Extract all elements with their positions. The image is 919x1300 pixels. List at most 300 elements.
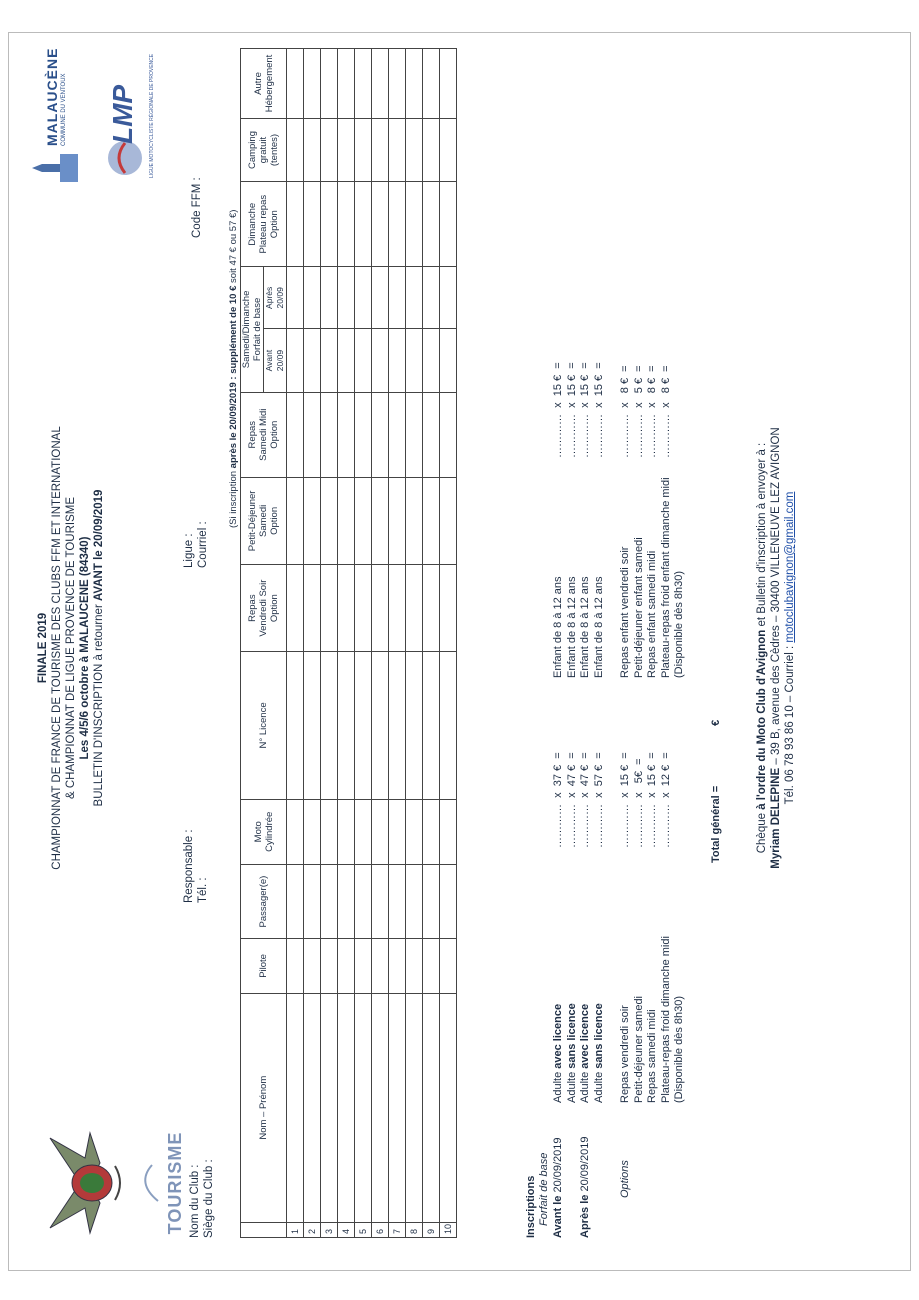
table-cell[interactable] [389,939,406,994]
table-cell[interactable] [304,939,321,994]
table-cell[interactable] [355,993,372,1222]
table-cell[interactable] [321,799,338,864]
total-euro: € [710,719,722,726]
table-cell[interactable] [355,652,372,799]
table-cell[interactable] [389,993,406,1222]
table-cell[interactable] [423,329,440,392]
header-passager: Passager(e) [241,864,287,938]
table-cell[interactable] [355,799,372,864]
header-licence: N° Licence [241,652,287,799]
avant-label [552,1137,566,1238]
table-cell[interactable] [338,182,355,267]
table-cell[interactable] [338,118,355,181]
footer-l3-pre: Tél. 06 78 93 86 10 – Courriel : [784,642,796,805]
table-cell[interactable] [287,652,304,799]
bulletin-deadline: AVANT le 20/09/2019 [93,489,105,602]
table-cell[interactable] [440,652,457,799]
table-cell[interactable] [287,864,304,938]
table-cell[interactable] [304,993,321,1222]
tarif-label-bold: sans licence [592,1003,605,1069]
table-cell[interactable] [372,329,389,392]
supplement-bold: après le 20/09/2019 : supplément de 10 € [228,285,239,469]
title-bulletin [92,348,106,948]
table-row [321,49,338,1238]
header-nom: Nom – Prénom [241,993,287,1222]
tarif-price: ………… x 15 € = [565,362,578,458]
table-cell[interactable] [355,49,372,119]
header-apres [264,267,287,329]
table-row [389,49,406,1238]
header-repas-vs-l2: Vendredi Soir [258,579,269,637]
table-cell[interactable] [321,182,338,267]
header-avant-l1: Avant [264,349,274,372]
header-apres-l2: 20/09 [275,287,285,309]
header-autre-l1: Autre [252,72,264,95]
table-cell[interactable] [389,329,406,392]
table-cell[interactable] [304,565,321,652]
table-cell[interactable] [406,49,423,119]
table-cell[interactable] [423,799,440,864]
table-cell[interactable] [321,864,338,938]
header-camping-l2: gratuit [258,136,269,164]
avant-label-bold: Avant le [552,1195,564,1238]
table-cell[interactable] [287,392,304,477]
table-cell[interactable] [440,392,457,477]
table-cell[interactable] [440,267,457,329]
header-petit-dej-l1: Petit-Déjeuner [247,490,258,552]
footer-line3 [783,328,797,968]
apres-label-bold: Après le [579,1194,591,1238]
tarif-label: Plateau-repas froid dimanche midi [659,936,672,1103]
table-cell[interactable] [423,49,440,119]
row-number: 4 [338,1222,355,1237]
table-cell[interactable] [389,392,406,477]
table-cell[interactable] [440,329,457,392]
globe-icon [105,138,145,178]
swoosh-icon [140,1163,160,1203]
tarif-price [673,752,687,848]
table-cell[interactable] [406,565,423,652]
ligue-fields [182,521,210,568]
table-cell[interactable] [440,993,457,1222]
row-number: 7 [389,1222,406,1237]
church-icon [30,148,80,188]
table-cell[interactable] [321,49,338,119]
tarif-price: ………… x 12 € = [659,752,672,848]
table-cell[interactable] [287,939,304,994]
tarif-label [566,1003,580,1103]
table-cell[interactable] [338,993,355,1222]
apres-label [579,1136,593,1238]
tarif-label: Petit-déjeuner enfant samedi [632,537,645,678]
table-cell[interactable] [287,49,304,119]
table-cell[interactable] [372,477,389,564]
header-camping [241,118,287,181]
table-row [304,49,321,1238]
header-repas-sm-l2: Samedi Midi [258,408,269,461]
table-cell[interactable] [372,799,389,864]
malaucene-logo [30,48,90,188]
lmp-text: LMP [107,84,138,144]
total-general [710,720,724,863]
footer-line1 [755,328,769,968]
table-cell[interactable] [355,182,372,267]
forfait-base-label: Forfait de base [538,1152,550,1226]
table-cell[interactable] [287,118,304,181]
table-cell[interactable] [338,267,355,329]
supplement-post: soit 47 € ou 57 €) [228,209,239,286]
supplement-note [228,210,239,528]
tarif-label: Enfant de 8 à 12 ans [579,576,591,678]
inscriptions-section [525,48,865,1238]
lmp-logo [105,48,165,178]
table-cell[interactable] [406,939,423,994]
table-cell[interactable] [338,652,355,799]
table-cell[interactable] [321,118,338,181]
table-cell[interactable] [389,182,406,267]
table-cell[interactable] [372,49,389,119]
table-cell[interactable] [406,182,423,267]
tarif-label: Petit-déjeuner samedi [632,995,645,1103]
table-cell[interactable] [372,652,389,799]
footer [755,328,797,968]
tarif-label: Repas vendredi soir [619,1005,631,1103]
table-row [355,49,372,1238]
table-cell[interactable] [372,267,389,329]
header-dimanche-l1: Dimanche [247,202,258,246]
header-moto [241,799,287,864]
header-avant [264,329,287,392]
header-repas-sm-l1: Repas [247,420,258,449]
table-cell[interactable] [423,864,440,938]
avant-date: 20/09/2019 [552,1137,564,1196]
tarif-price [673,365,687,458]
row-number: 2 [304,1222,321,1237]
table-cell[interactable] [440,118,457,181]
row-number: 1 [287,1222,304,1237]
table-cell[interactable] [304,799,321,864]
table-cell[interactable] [423,118,440,181]
tarif-label-bold: avec licence [579,1003,591,1069]
tarif-price: ………… x 8 € = [646,365,658,458]
tarif-price: ………… x 57 € = [592,752,605,848]
table-cell[interactable] [372,118,389,181]
tarif-label-pre: Adulte [552,1068,564,1103]
tarif-price: ………… x 5 € = [632,365,645,458]
header-repas-vs [241,565,287,652]
table-cell[interactable] [321,939,338,994]
header-apres-l1: Après [264,286,274,309]
table-cell[interactable] [440,49,457,119]
tarif-label-bold: avec licence [552,1003,564,1069]
registration-form [10,34,909,1268]
enfant-labels [552,576,606,678]
enfant-option-prices [619,365,687,458]
table-cell[interactable] [355,118,372,181]
tarif-label-bold: sans licence [565,1003,578,1069]
table-cell[interactable] [287,799,304,864]
table-cell[interactable] [440,477,457,564]
table-cell[interactable] [440,864,457,938]
table-cell[interactable] [287,565,304,652]
bulletin-text: BULLETIN D'INSCRIPTION à retourner [93,601,105,807]
table-cell[interactable] [372,182,389,267]
table-cell[interactable] [304,267,321,329]
participants-table [240,48,457,1238]
table-cell[interactable] [389,477,406,564]
table-cell[interactable] [304,182,321,267]
supplement-pre: (Si inscription [228,468,239,528]
tarif-label: Enfant de 8 à 12 ans [552,576,564,678]
participants-table-body [287,49,457,1238]
table-row [372,49,389,1238]
apres-date: 20/09/2019 [579,1136,591,1195]
row-number: 9 [423,1222,440,1237]
footer-l1-pre: Chèque [756,809,768,854]
table-cell[interactable] [423,993,440,1222]
table-cell[interactable] [406,477,423,564]
footer-line2 [769,328,783,968]
table-cell[interactable] [406,864,423,938]
tel-label: Tél. : [197,877,209,903]
malaucene-text: MALAUCÈNE [44,47,60,146]
header-dimanche-l3: Option [269,210,280,239]
table-cell[interactable] [321,392,338,477]
table-cell[interactable] [389,652,406,799]
header-camping-l1: Camping [247,131,258,170]
table-cell[interactable] [423,182,440,267]
table-cell[interactable] [287,477,304,564]
header-repas-vs-l3: Option [269,594,280,623]
total-label: Total général = [710,785,722,863]
table-cell[interactable] [389,864,406,938]
table-cell[interactable] [321,565,338,652]
table-cell[interactable] [440,565,457,652]
title-championnat: CHAMPIONNAT DE FRANCE DE TOURISME DES CLUBS FFM ET INTERNATIONAL [51,426,63,870]
table-cell[interactable] [321,993,338,1222]
inscriptions-title: Inscriptions [525,1175,537,1238]
table-cell[interactable] [304,392,321,477]
table-cell[interactable] [423,477,440,564]
table-cell[interactable] [355,477,372,564]
tarif-price: ………… x 15 € = [579,362,591,458]
table-cell[interactable] [406,993,423,1222]
table-cell[interactable] [355,329,372,392]
tarif-price: ………… x 15 € = [592,362,605,458]
tarif-price: ………… x 8 € = [659,365,672,458]
table-cell[interactable] [372,565,389,652]
table-cell[interactable] [389,267,406,329]
row-number: 8 [406,1222,423,1237]
row-number: 3 [321,1222,338,1237]
header-petit-dej-l2: Samedi [258,504,269,537]
table-row [287,49,304,1238]
header-repas-sm [241,392,287,477]
options-label: Options [619,1160,631,1198]
table-cell[interactable] [423,652,440,799]
header-autre-l2: Hébergement [263,54,275,113]
header-forfait-l2: Forfait de base [252,297,263,362]
wings-emblem-icon [30,1128,130,1238]
table-row [338,49,355,1238]
nom-club-label: Nom du Club : [189,1164,201,1238]
table-cell[interactable] [338,49,355,119]
moto-club-logo [30,1128,185,1238]
tarif-price: ………… x 47 € = [565,752,578,848]
header-dimanche-l2: Plateau repas [258,194,269,254]
table-cell[interactable] [372,939,389,994]
tarif-label: Plateau-repas froid enfant dimanche midi [659,477,672,678]
ligue-label: Ligue : [183,533,195,568]
tourisme-logo-text: TOURISME [165,1131,185,1235]
table-cell[interactable] [406,118,423,181]
header-moto-l1: Moto [252,821,264,843]
header-camping-l3: (tentes) [269,133,280,167]
table-cell[interactable] [389,565,406,652]
email-link[interactable]: motoclubavignon@gmail.com [784,491,796,643]
table-cell[interactable] [321,652,338,799]
table-cell[interactable] [389,799,406,864]
title-ligue: & CHAMPIONNAT DE LIGUE PROVENCE DE TOURISME [65,496,77,800]
table-cell[interactable] [355,392,372,477]
table-cell[interactable] [338,565,355,652]
table-cell[interactable] [321,329,338,392]
table-cell[interactable] [423,939,440,994]
table-cell[interactable] [287,182,304,267]
header-dimanche [241,182,287,267]
table-cell[interactable] [372,864,389,938]
table-cell[interactable] [304,652,321,799]
table-cell[interactable] [304,864,321,938]
table-cell[interactable] [406,267,423,329]
tarif-label: Enfant de 8 à 12 ans [565,576,578,678]
table-row [423,49,440,1238]
tarif-price: ………… x 15 € = [552,362,564,458]
table-cell[interactable] [338,392,355,477]
table-row [440,49,457,1238]
responsable-fields [182,829,210,903]
header-pilote: Pilote [241,939,287,994]
table-cell[interactable] [338,864,355,938]
courriel-label: Courriel : [197,521,209,568]
table-cell[interactable] [406,652,423,799]
header-petit-dej [241,477,287,564]
tarif-price: ………… x 15 € = [646,752,658,848]
tarif-label: (Disponible dès 8h30) [673,995,685,1103]
tarif-price: ………… x 5€ = [632,758,645,848]
table-cell[interactable] [321,477,338,564]
header-petit-dej-l3: Option [269,506,280,535]
header-autre [241,49,287,119]
table-cell[interactable] [338,799,355,864]
table-cell[interactable] [338,939,355,994]
tarif-price: ………… x 37 € = [552,752,564,848]
table-cell[interactable] [304,49,321,119]
title-finale: FINALE 2019 [37,612,49,684]
enfant-option-labels [619,477,687,678]
table-cell[interactable] [355,864,372,938]
row-number: 5 [355,1222,372,1237]
club-fields [188,1159,216,1238]
table-cell[interactable] [304,477,321,564]
header-moto-l2: Cylindrée [263,811,275,852]
table-cell[interactable] [406,329,423,392]
tarif-label-pre: Adulte [579,1068,591,1103]
footer-l2-post: – 39 B, avenue des Cèdres – 30400 VILLENEUVE LEZ AVIGNON [770,427,782,768]
table-cell[interactable] [440,939,457,994]
table-cell[interactable] [440,799,457,864]
table-cell[interactable] [372,993,389,1222]
tarif-label-pre: Adulte [592,1068,605,1103]
header-forfait-l1: Samedi/Dimanche [241,290,252,369]
table-cell[interactable] [389,118,406,181]
table-cell[interactable] [287,993,304,1222]
malaucene-subtext: COMMUNE DU VENTOUX [61,73,67,146]
table-cell[interactable] [389,49,406,119]
tarif-label: Enfant de 8 à 12 ans [592,576,605,678]
option-prices [619,752,687,848]
tarif-label: Repas samedi midi [646,1009,658,1103]
tarif-price: ………… x 47 € = [579,752,591,848]
table-cell[interactable] [372,392,389,477]
tarif-label: Repas enfant vendredi soir [619,546,631,678]
table-cell[interactable] [406,392,423,477]
title-block [36,348,106,948]
code-ffm-label: Code FFM : [191,177,203,238]
tarif-price: ………… x 15 € = [619,752,631,848]
table-cell[interactable] [338,329,355,392]
tarif-label [579,1003,593,1103]
tarif-label-pre: Adulte [565,1068,578,1103]
lmp-subtext: LIGUE MOTOCYCLISTE RÉGIONALE DE PROVENCE [149,53,155,178]
enfant-prices [552,362,606,458]
base-prices [552,752,606,848]
header-repas-sm-l3: Option [269,420,280,449]
table-cell[interactable] [423,565,440,652]
table-cell[interactable] [287,267,304,329]
table-cell[interactable] [321,267,338,329]
table-cell[interactable] [355,939,372,994]
table-cell[interactable] [423,267,440,329]
table-cell[interactable] [287,329,304,392]
row-number-header [241,1222,287,1237]
table-cell[interactable] [304,329,321,392]
tarif-label: (Disponible dès 8h30) [673,570,685,678]
table-cell[interactable] [355,267,372,329]
option-labels [619,936,687,1103]
footer-l2-bold: Myriam DELEPINE [770,767,782,869]
table-cell[interactable] [304,118,321,181]
row-number: 10 [440,1222,457,1237]
title-dates: Les 4/5/6 octobre à MALAUCENE (84340) [79,536,91,760]
row-number: 6 [372,1222,389,1237]
table-cell[interactable] [406,799,423,864]
siege-club-label: Siège du Club : [203,1159,215,1238]
table-cell[interactable] [440,182,457,267]
tarif-label [593,1003,607,1103]
table-cell[interactable] [338,477,355,564]
base-labels [552,1003,606,1103]
footer-l1-bold: à l'ordre du Moto Club d'Avignon [756,629,768,810]
responsable-label: Responsable : [183,829,195,903]
header-avant-l2: 20/09 [275,349,285,372]
tarif-label: Repas enfant samedi midi [646,550,658,678]
tarif-label [552,1003,566,1103]
table-cell[interactable] [423,392,440,477]
table-cell[interactable] [355,565,372,652]
header-forfait [241,267,264,392]
header-repas-vs-l1: Repas [247,594,258,622]
